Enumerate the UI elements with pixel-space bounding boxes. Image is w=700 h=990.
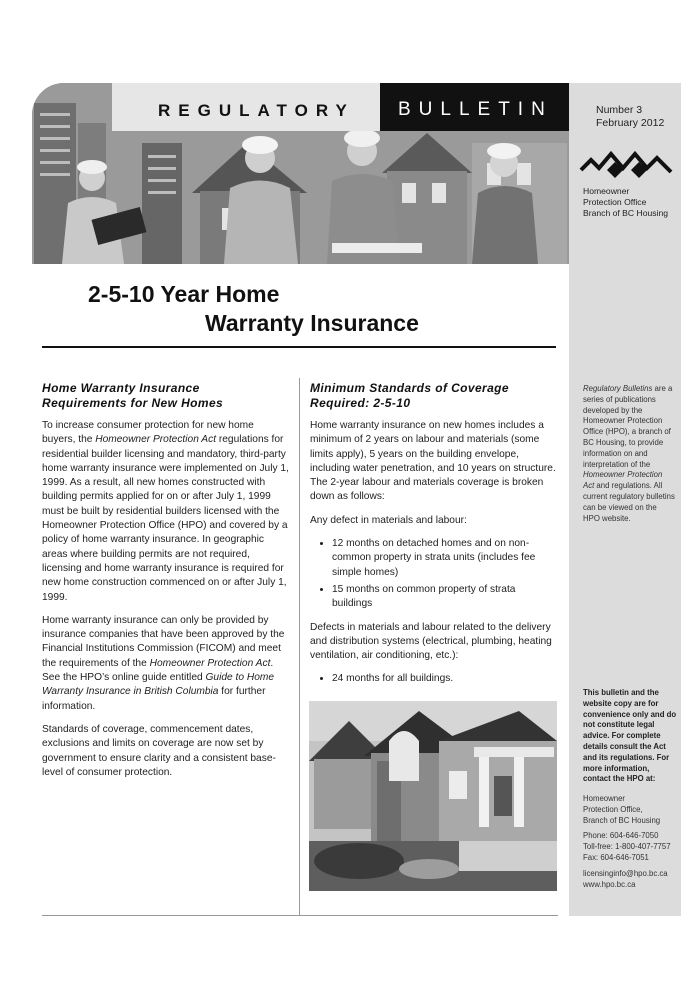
column-left	[42, 381, 289, 789]
bottom-rule	[42, 915, 558, 916]
text: . See the HPO’s online guide entitled	[42, 657, 274, 684]
text: for further information.	[42, 686, 266, 712]
contact-org-line1: Homeowner	[583, 794, 626, 803]
heading-line1: Minimum Standards of Coverage	[310, 381, 509, 395]
title-line1: 2-5-10 Year Home	[88, 281, 280, 307]
contact-phones	[583, 831, 677, 863]
paragraph	[42, 419, 289, 605]
house-photo	[309, 701, 557, 891]
note-text-b: and regulations. All current regulatory bulletins can be viewed on the HPO website.	[583, 481, 675, 523]
header-regulatory: REGULATORY	[158, 101, 355, 120]
disclaimer: This bulletin and the website copy are for convenience only and do not constitute legal advice. For complete details consult the Act and its regulations. For more information, contact the HPO at:	[583, 688, 677, 784]
heading-line1: Home Warranty Insurance	[42, 381, 200, 395]
paragraph: Standards of coverage, commencement dates, exclusions and limits on coverage are now set by government to ensure clarity and a consistent base-level of consumer protection.	[42, 723, 276, 778]
section-heading-requirements	[42, 381, 289, 411]
text: To increase consumer protection for new home buyers, the	[42, 420, 254, 446]
act-name: Homeowner Protection Act	[95, 434, 217, 446]
column-right	[310, 381, 558, 696]
issue-info	[596, 104, 664, 130]
guide-title: Guide to Home Warranty Insurance in British Columbia	[42, 672, 275, 698]
paragraph: Home warranty insurance on new homes includes a minimum of 2 years on labour and materials (some limits apply), 5 years on the building envelope, including water penetration, and 10 years on structure. The 2-year labour and materials coverage is broken down as follows:	[310, 420, 556, 503]
org-line2: Protection Office	[583, 197, 647, 207]
bullet-list	[310, 672, 558, 686]
org-line3: Branch of BC Housing	[583, 208, 669, 218]
contact-email[interactable]: licensinginfo@hpo.bc.ca	[583, 868, 668, 878]
sidebar-note	[583, 384, 675, 524]
heading-line2: Required: 2-5-10	[310, 396, 411, 410]
title-rule	[42, 346, 556, 348]
list-item: • 24 months for all buildings.	[332, 672, 558, 686]
act-name: Homeowner Protection Act	[149, 657, 271, 669]
list-item: • 12 months on detached homes and on non-common property in strata units (includes fee simple homes)	[332, 537, 558, 580]
text: regulations for residential builder licensing and mandatory, third-party home warranty insurance were implemented on July 1, 1999. As a result, all new homes constructed with building permits applied for on or after July 1, 1999 must be built by residential builders licensed with the Homeowner Protection Office (HPO) and covered by a policy of home warranty insurance. In geographic areas where building permits are not required, licensing and home warranty insurance is required for new home construction commenced on or after July 1, 1999.	[42, 434, 289, 603]
contact-tollfree: Toll-free: 1-800-407-7757	[583, 842, 671, 852]
text: Home warranty insurance can only be provided by insurance companies that have been approved by the Financial Institutions Commission (FICOM) and meet the requirements of the	[42, 614, 285, 669]
issue-number: Number 3	[596, 104, 643, 116]
note-text-a: are a series of publications developed by the Homeowner Protection Office (HPO), a branch of BC Housing, to provide information on and interpretation of the	[583, 384, 673, 469]
paragraph: Any defect in materials and labour:	[310, 514, 467, 526]
column-divider	[299, 378, 300, 915]
contact-website[interactable]: www.hpo.bc.ca	[583, 879, 636, 889]
issue-date: February 2012	[596, 117, 665, 129]
paragraph	[42, 614, 289, 714]
hpo-logo	[577, 148, 677, 184]
note-emphasis: Regulatory Bulletins	[583, 384, 653, 393]
heading-line2: Requirements for New Homes	[42, 396, 224, 410]
org-line1: Homeowner	[583, 186, 630, 196]
contact-org-line3: Branch of BC Housing	[583, 815, 661, 825]
header-bulletin: BULLETIN	[398, 99, 553, 120]
contact-online	[583, 869, 677, 891]
list-item: • 15 months on common property of strata buildings	[332, 583, 558, 612]
paragraph: Defects in materials and labour related to the delivery and distribution systems (electrical, plumbing, heating ventilation, air conditioning, etc.):	[310, 621, 552, 662]
title-line2: Warranty Insurance	[205, 310, 419, 336]
contact-block	[583, 794, 677, 895]
contact-org-line2: Protection Office,	[583, 804, 643, 814]
org-name	[583, 186, 668, 219]
contact-org	[583, 794, 677, 826]
contact-phone: Phone: 604-646-7050	[583, 831, 659, 841]
section-heading-standards	[310, 381, 558, 411]
note-emphasis-act: Homeowner Protection Act	[583, 470, 663, 491]
bullet-list	[310, 537, 558, 611]
contact-fax: Fax: 604-646-7051	[583, 852, 649, 862]
